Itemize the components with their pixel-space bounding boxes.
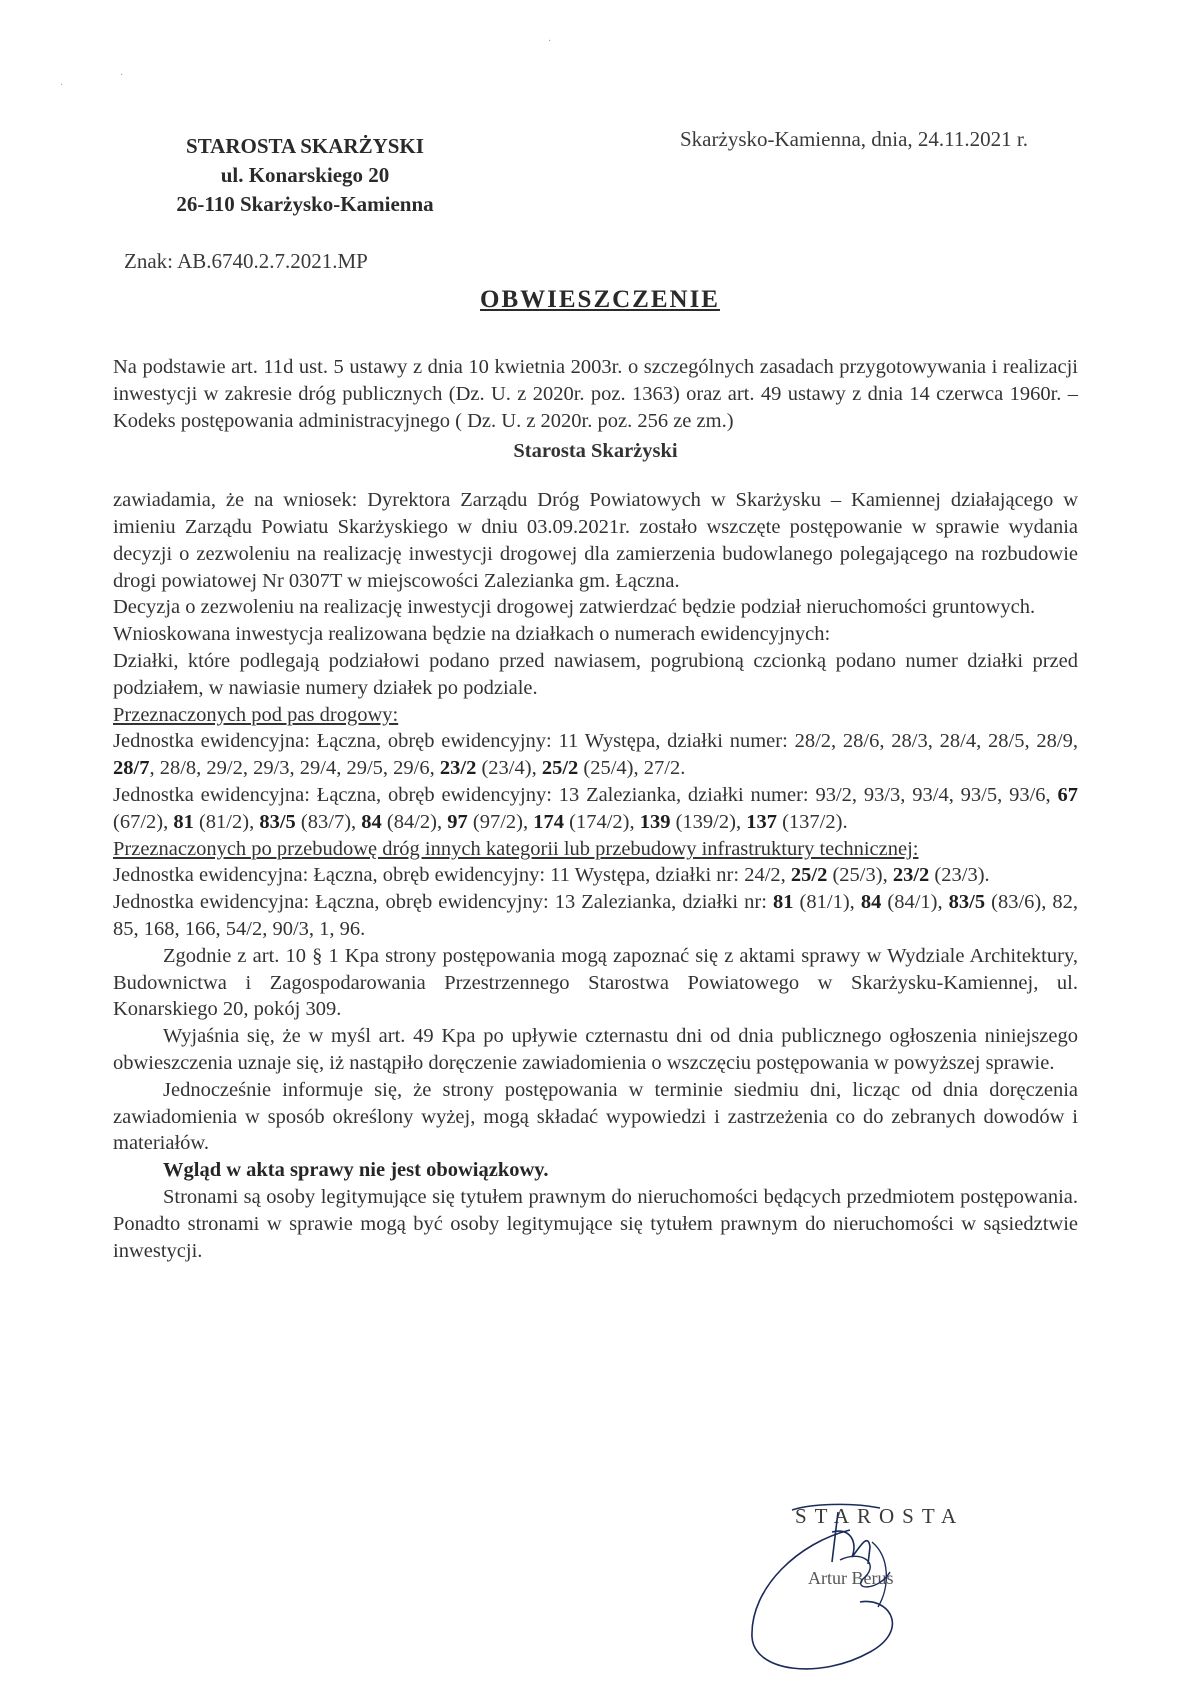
decision-note: Decyzja o zezwoleniu na realizację inwestycji drogowej zatwierdzać będzie podział nieruchomości gruntowych. [113, 596, 1036, 619]
document-title: OBWIESZCZENIE [480, 286, 720, 313]
notice-paragraph: zawiadamia, że na wniosek: Dyrektora Zarządu Dróg Powiatowych w Skarżysku – Kamiennej działającego w imieniu Zarządu Powiatu Skarżyskiego w dniu 03.09.2021r. zostało wszczęte postępowanie w sprawie wydania decyzji o zezwoleniu na realizację inwestycji drogowej dla zamierzenia budowlanego polegającego na rozbudowie drogi powiatowej Nr 0307T w miejscowości Zalezianka gm. Łączna. [113, 489, 1078, 592]
parties-paragraph: Stronami są osoby legitymujące się tytułem prawnym do nieruchomości będących przedmiotem postępowania. Ponadto stronami w sprawie mogą być osoby legitymujące się tytułem prawnym do nieruchomości w sąsiedztwie inwestycji. [113, 1185, 1078, 1262]
other-roads-heading: Przeznaczonych po przebudowę dróg innych kategorii lub przebudowy infrastruktury technicznej: [113, 837, 919, 860]
legal-basis: Na podstawie art. 11d ust. 5 ustawy z dnia 10 kwietnia 2003r. o szczególnych zasadach przygotowywania i realizacji inwestycji w zakresie dróg publicznych (Dz. U. z 2020r. poz. 1363) oraz art. 49 ustawy z dnia 14 czerwca 1960r. – Kodeks postępowania administracyjnego ( Dz. U. z 2020r. poz. 256 ze zm.) [113, 356, 1078, 432]
delivery-paragraph: Wyjaśnia się, że w myśl art. 49 Kpa po upływie czternastu dni od dnia publicznego ogłoszenia niniejszego obwieszczenia uznaje się, iż nastąpiło doręczenie zawiadomienia o wszczęciu postępowania w powyższej sprawie. [113, 1025, 1078, 1074]
issuer-block [120, 132, 490, 219]
scan-speck: · [60, 80, 64, 91]
issuer-street: ul. Konarskiego 20 [220, 163, 390, 187]
issuer-postal-city: 26-110 Skarżysko-Kamienna [176, 192, 434, 216]
reference-number: Znak: AB.6740.2.7.2021.MP [124, 249, 368, 273]
place-date: Skarżysko-Kamienna, dnia, 24.11.2021 r. [680, 127, 1028, 151]
other-roads-unit-1: Jednostka ewidencyjna: Łączna, obręb ewidencyjny: 11 Występa, działki nr: 24/2, 25/2 (25/3), 23/2 (23/3). [113, 864, 990, 887]
document-body [113, 354, 1078, 1264]
parcels-explanation: Działki, które podlegają podziałowi podano przed nawiasem, pogrubioną czcionką podano numer działki przed podziałem, w nawiasie numery działek po podziale. [113, 649, 1078, 699]
inspection-note: Wgląd w akta sprawy nie jest obowiązkowy. [163, 1159, 549, 1182]
scan-speck: · [120, 70, 124, 81]
signature-title: STAROSTA [795, 1504, 965, 1528]
objections-paragraph: Jednocześnie informuje się, że strony postępowania w terminie siedmiu dni, licząc od dnia doręczenia zawiadomienia w sposób określony wyżej, mogą składać wypowiedzi i zastrzeżenia co do zebranych dowodów i materiałów. [113, 1078, 1078, 1155]
signature-name: Artur Berus [808, 1568, 894, 1588]
scan-speck: · [548, 36, 552, 47]
other-roads-unit-2: Jednostka ewidencyjna: Łączna, obręb ewidencyjny: 13 Zalezianka, działki nr: 81 (81/1), 84 (84/1), 83/5 (83/6), 82, 85, 168, 166, 54/2, 90/3, 1, 96. [113, 891, 1079, 940]
issuer-name: STAROSTA SKARŻYSKI [186, 134, 424, 158]
parcels-intro: Wnioskowana inwestycja realizowana będzie na działkach o numerach ewidencyjnych: [113, 623, 831, 646]
road-lane-heading: Przeznaczonych pod pas drogowy: [113, 703, 399, 726]
authority-name: Starosta Skarżyski [513, 440, 678, 463]
road-lane-unit-2: Jednostka ewidencyjna: Łączna, obręb ewidencyjny: 13 Zalezianka, działki numer: 93/2, 93/3, 93/4, 93/5, 93/6, 67 (67/2), 81 (81/2), 83/5 (83/7), 84 (84/2), 97 (97/2), 174 (174/2), 139 (139/2), 137 (137/2). [113, 783, 1079, 833]
road-lane-unit-1: Jednostka ewidencyjna: Łączna, obręb ewidencyjny: 11 Występa, działki numer: 28/2, 28/6, 28/3, 28/4, 28/5, 28/9, 28/7, 28/8, 29/2, 29/3, 29/4, 29/5, 29/6, 23/2 (23/4), 25/2 (25/4), 27/2. [113, 730, 1078, 780]
handwritten-signature-icon [740, 1502, 960, 1682]
access-files-paragraph: Zgodnie z art. 10 § 1 Kpa strony postępowania mogą zapoznać się z aktami sprawy w Wydziale Architektury, Budownictwa i Zagospodarowania Przestrzennego Starostwa Powiatowego w Skarżysku-Kamiennej, ul. Konarskiego 20, pokój 309. [113, 944, 1078, 1021]
